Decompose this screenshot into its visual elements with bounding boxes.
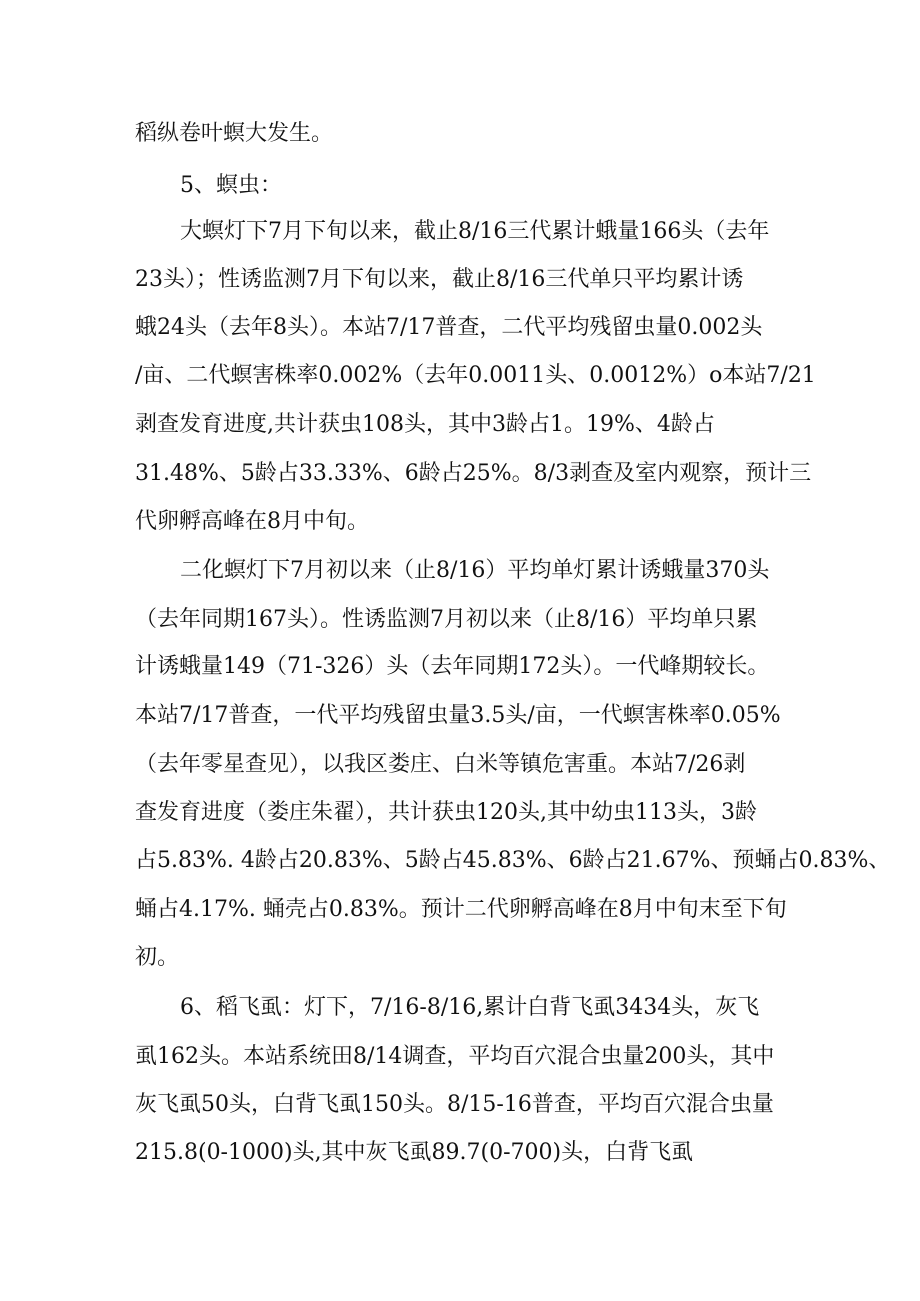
text-line: 大螟灯下7月下旬以来，截止8/16三代累计蛾量166头（去年 [180, 219, 770, 244]
text-line: 代卵孵高峰在8月中旬。 [135, 509, 369, 534]
text-line: 蛾24头（去年8头）。本站7/17普查，二代平均残留虫量0.002头 [135, 315, 763, 340]
text-line: 占5.83%. 4龄占20.83%、5龄占45.83%、6龄占21.67%、预蛹占0.83%、 [135, 848, 891, 873]
text-line: /亩、二代螟害株率0.002%（去年0.0011头、0.0012%）o本站7/21 [135, 363, 816, 388]
text-line: 二化螟灯下7月初以来（止8/16）平均单灯累计诱蛾量370头 [180, 558, 770, 583]
text-line: 23头）；性诱监测7月下旬以来，截止8/16三代单只平均累计诱 [135, 267, 744, 292]
text-line: （去年零星查见），以我区娄庄、白米等镇危害重。本站7/26剥 [135, 752, 746, 777]
section-heading: 5、螟虫： [180, 173, 282, 198]
text-line: 虱162头。本站系统田8/14调查，平均百穴混合虫量200头，其中 [135, 1044, 775, 1069]
text-line: 查发育进度（娄庄朱翟），共计获虫120头,其中幼虫113头，3龄 [135, 800, 757, 825]
text-line: 31.48%、5龄占33.33%、6龄占25%。8/3剥查及室内观察，预计三 [135, 461, 812, 486]
text-line: 蛹占4.17%. 蛹壳占0.83%。预计二代卵孵高峰在8月中旬末至下旬 [135, 897, 787, 922]
text-line: 215.8(0-1000)头,其中灰飞虱89.7(0-700)头，白背飞虱 [135, 1140, 694, 1165]
text-line: 灰飞虱50头，白背飞虱150头。8/15-16普查，平均百穴混合虫量 [135, 1092, 774, 1117]
text-line: 剥查发育进度,共计获虫108头，其中3龄占1。19%、4龄占 [135, 412, 715, 437]
text-line: 计诱蛾量149（71-326）头（去年同期172头）。一代峰期较长。 [135, 654, 770, 679]
text-line: 稻纵卷叶螟大发生。 [135, 121, 334, 146]
text-line: 初。 [135, 945, 180, 970]
section-heading: 6、稻飞虱：灯下，7/16-8/16,累计白背飞虱3434头，灰飞 [180, 995, 760, 1020]
text-line: （去年同期167头）。性诱监测7月初以来（止8/16）平均单只累 [135, 607, 758, 632]
text-line: 本站7/17普查，一代平均残留虫量3.5头/亩，一代螟害株率0.05% [135, 703, 781, 728]
